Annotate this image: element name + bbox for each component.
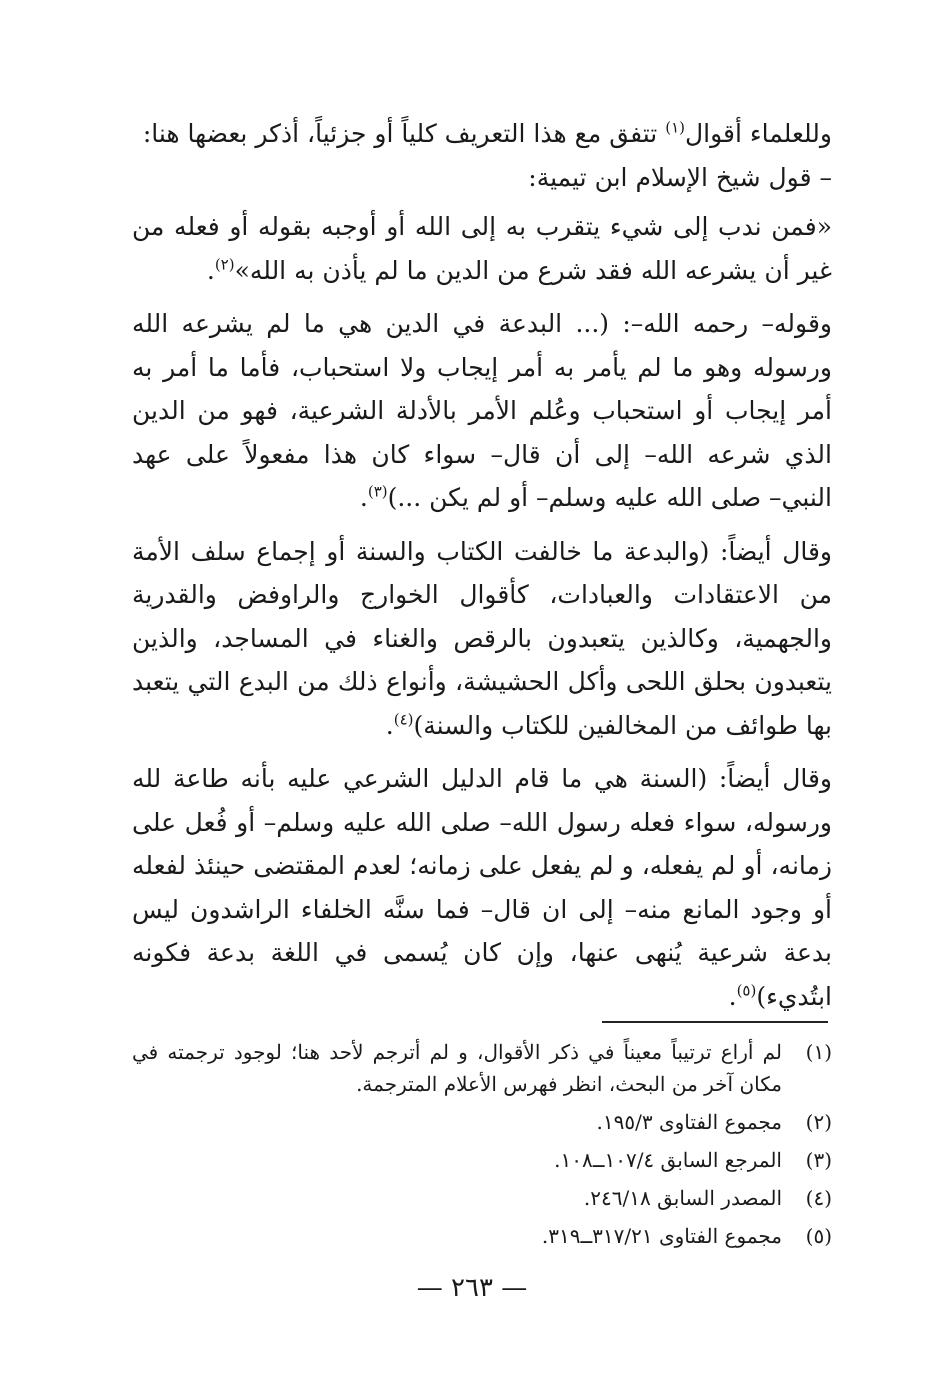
footnote-number: (٤) <box>805 1186 832 1210</box>
paragraph-quote-2 <box>132 302 832 520</box>
footnote-5 <box>132 1220 832 1252</box>
paragraph-quote-1 <box>132 205 832 292</box>
quote-3-end: . <box>385 710 394 740</box>
quote-4-end: . <box>728 981 737 1011</box>
footnote-number: (٥) <box>805 1224 832 1248</box>
paragraph-quote-4 <box>132 757 832 1018</box>
footnote-text: المرجع السابق ١٠٧/٤ــ١٠٨. <box>554 1148 782 1172</box>
footnote-4 <box>132 1182 832 1214</box>
quote-4-text: وقال أيضاً: (السنة هي ما قام الدليل الشرعي عليه بأنه طاعة لله ورسوله، سواء فعله رسول الله– صلى الله عليه وسلم– أو فُعل على زمانه، أو لم يفعله، و لم يفعل على زمانه؛ لعدم المقتضى حينئذ لفعله أو وجود المانع منه– إلى ان قال– فما سنَّه الخلفاء الراشدون ليس بدعة شرعية يُنهى عنها، وإن كان يُسمى في اللغة بدعة فكونه ابتُديء) <box>132 764 832 1011</box>
footnote-text: المصدر السابق ٢٤٦/١٨. <box>583 1186 782 1210</box>
footnote-2 <box>132 1106 832 1138</box>
quote-heading: – قول شيخ الإسلام ابن تيمية: <box>528 162 832 192</box>
quote-1-end: . <box>206 255 215 285</box>
paragraph-quote-3 <box>132 530 832 748</box>
footnote-number: (١) <box>805 1040 832 1064</box>
footnote-text: لم أراع ترتيباً معيناً في ذكر الأقوال، و لم أترجم لأحد هنا؛ لوجود ترجمته في مكان آخر من البحث، انظر فهرس الأعلام المترجمة. <box>132 1040 782 1096</box>
footnote-1 <box>132 1036 832 1100</box>
footnotes <box>132 1036 832 1258</box>
quote-2-end: . <box>359 483 368 512</box>
intro-text: وللعلماء أقوال <box>685 119 832 148</box>
footnote-ref-2[interactable]: (٢) <box>214 255 235 274</box>
footnote-ref-1[interactable]: (١) <box>665 118 685 137</box>
page-number: — ٢٦٣ — <box>416 1273 528 1303</box>
footnote-ref-4[interactable]: (٤) <box>393 710 414 729</box>
footnote-ref-5[interactable]: (٥) <box>736 981 757 1000</box>
intro-text-cont: تتفق مع هذا التعريف كلياً أو جزئياً، أذكر بعضها هنا: <box>142 119 666 148</box>
quote-3-text: وقال أيضاً: (والبدعة ما خالفت الكتاب والسنة أو إجماع سلف الأمة من الاعتقادات والعبادات، كأقوال الخوارج والراوفض والقدرية والجهمية، وكالذين يتعبدون بالرقص والغناء في المساجد، والذين يتعبدون بحلق اللحى وأكل الحشيشة، وأنواع ذلك من البدع التي يتعبد بها طوائف من المخالفين للكتاب والسنة) <box>132 536 832 740</box>
footnote-number: (٣) <box>805 1148 832 1172</box>
footnote-ref-3[interactable]: (٣) <box>367 482 388 501</box>
paragraph-intro <box>132 112 832 199</box>
footnote-text: مجموع الفتاوى ١٩٥/٣. <box>596 1110 782 1134</box>
footnote-text: مجموع الفتاوى ٣١٧/٢١ــ٣١٩. <box>541 1224 782 1248</box>
quote-2-text: وقوله– رحمه الله–: (... البدعة في الدين هي ما لم يشرعه الله ورسوله وهو ما لم يأمر به أمر إيجاب ولا استحباب، فأما ما أمر به أمر إيجاب أو استحباب وعُلم الأمر بالأدلة الشرعية، فهو من الدين الذي شرعه الله– إلى أن قال– سواء كان هذا مفعولاً على عهد النبي– صلى الله عليه وسلم– أو لم يكن ...) <box>132 309 832 512</box>
main-text <box>132 112 832 1028</box>
footnote-3 <box>132 1144 832 1176</box>
footnote-divider <box>602 1021 828 1023</box>
intro-line <box>132 112 832 156</box>
footnote-number: (٢) <box>805 1110 832 1134</box>
quote-1-text: «فمن ندب إلى شيء يتقرب به إلى الله أو أوجبه بقوله أو فعله من غير أن يشرعه الله فقد شرع من الدين ما لم يأذن به الله» <box>132 212 832 285</box>
